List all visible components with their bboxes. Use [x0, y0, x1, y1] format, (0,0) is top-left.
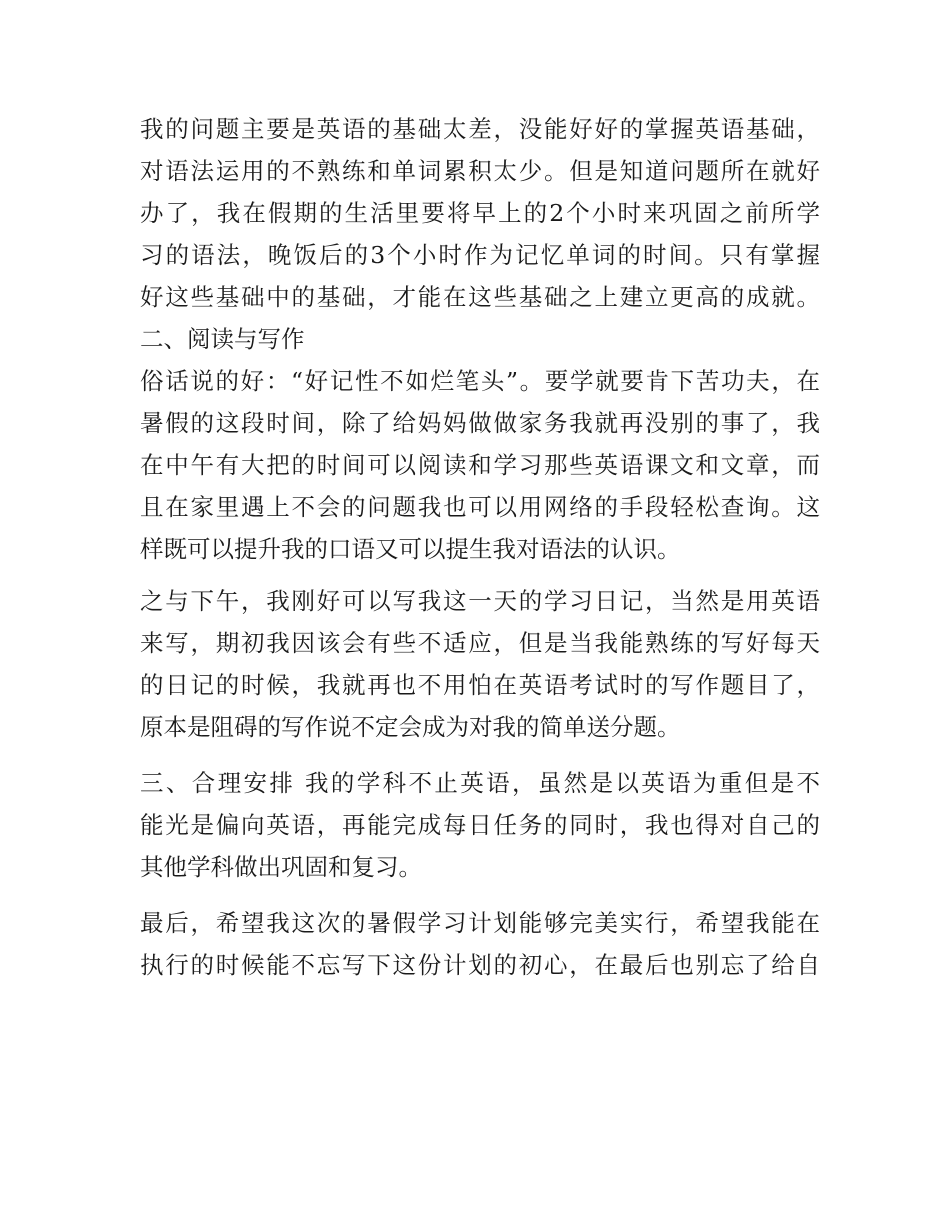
text-line: 好这些基础中的基础，才能在这些基础之上建立更高的成就。	[140, 283, 820, 311]
text-line: 暑假的这段时间，除了给妈妈做做家务我就再没别的事了，我	[140, 409, 820, 437]
text-line: 俗话说的好：“好记性不如烂笔头”。要学就要肯下苦功夫，在	[140, 367, 820, 395]
text-line: 习的语法，晚饭后的3个小时作为记忆单词的时间。只有掌握	[140, 241, 820, 269]
paragraph-conclusion	[140, 902, 820, 986]
text-line: 能光是偏向英语，再能完成每日任务的同时，我也得对自己的	[140, 811, 820, 839]
text-line: 办了，我在假期的生活里要将早上的2个小时来巩固之前所学	[140, 199, 820, 227]
text-line: 之与下午，我刚好可以写我这一天的学习日记，当然是用英语	[140, 587, 820, 615]
text-line: 样既可以提升我的口语又可以提生我对语法的认识。	[140, 535, 681, 563]
text-line: 对语法运用的不熟练和单词累积太少。但是知道问题所在就好	[140, 157, 820, 185]
text-line: 原本是阻碍的写作说不定会成为对我的简单送分题。	[140, 713, 681, 741]
text-line: 其他学科做出巩固和复习。	[140, 853, 422, 881]
text-line: 执行的时候能不忘写下这份计划的初心，在最后也别忘了给自	[140, 951, 820, 979]
paragraph-reasonable-arrangement	[140, 762, 820, 888]
paragraph-english-basics	[140, 108, 820, 318]
paragraph-reading	[140, 360, 820, 570]
text-line: 来写，期初我因该会有些不适应，但是当我能熟练的写好每天	[140, 629, 820, 657]
section-heading-reading-writing: 二、阅读与写作	[140, 325, 305, 353]
document-body	[140, 108, 820, 986]
text-line: 且在家里遇上不会的问题我也可以用网络的手段轻松查询。这	[140, 493, 820, 521]
text-line: 的日记的时候，我就再也不用怕在英语考试时的写作题目了，	[140, 671, 820, 699]
text-line: 在中午有大把的时间可以阅读和学习那些英语课文和文章，而	[140, 451, 820, 479]
text-line: 三、合理安排 我的学科不止英语，虽然是以英语为重但是不	[140, 769, 820, 797]
text-line: 我的问题主要是英语的基础太差，没能好好的掌握英语基础，	[140, 115, 820, 143]
paragraph-writing-diary	[140, 580, 820, 748]
text-line: 最后，希望我这次的暑假学习计划能够完美实行，希望我能在	[140, 909, 820, 937]
